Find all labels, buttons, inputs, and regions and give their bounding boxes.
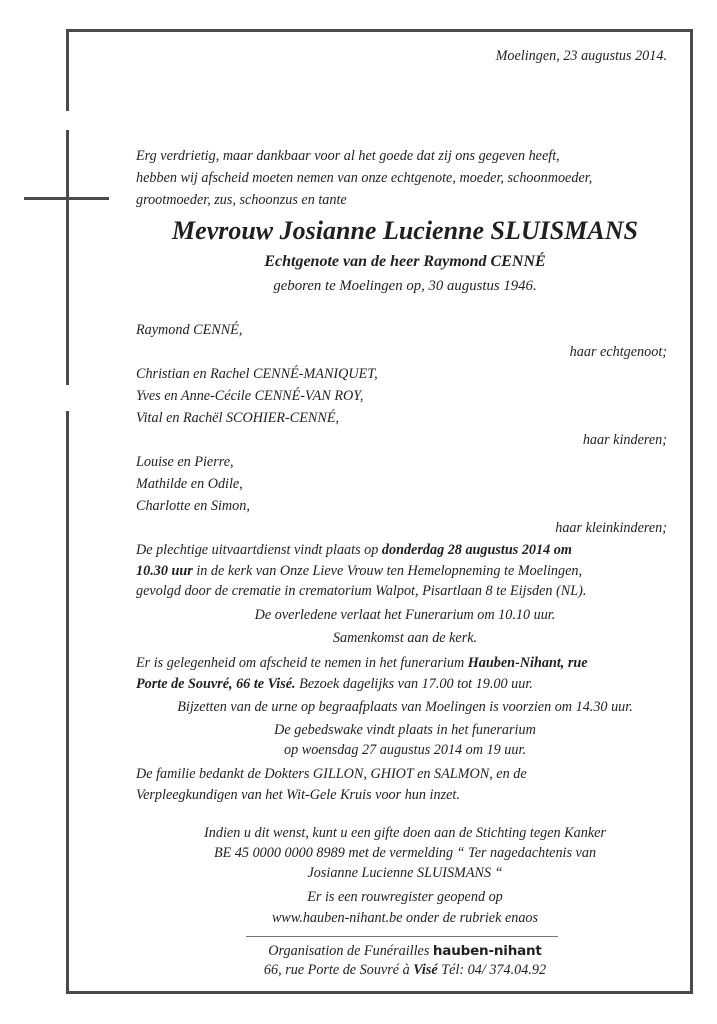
footer-address: [80, 961, 717, 979]
place-date: Moelingen, 23 augustus 2014.: [495, 48, 667, 64]
hauben-nihant-logo: hauben-nihant: [432, 943, 542, 959]
service-date: donderdag 28 augustus 2014 om: [381, 542, 572, 558]
donation-line: Indien u dit wenst, kunt u een gifte doen aan de Stichting tegen Kanker: [204, 825, 606, 841]
visit-line: [136, 675, 533, 693]
child-line: Christian en Rachel CENNÉ-MANIQUET,: [136, 366, 378, 382]
service-line: [136, 541, 572, 559]
wake-line: De gebedswake vindt plaats in het funerarium: [274, 722, 536, 738]
thanks-line: Verpleegkundigen van het Wit-Gele Kruis voor hun inzet.: [136, 787, 460, 803]
grandchild-line: Louise en Pierre,: [136, 454, 234, 470]
grandchildren-label: haar kleinkinderen;: [555, 520, 667, 536]
register-line: Er is een rouwregister geopend op: [307, 889, 503, 905]
leave-line: De overledene verlaat het Funerarium om 10.10 uur.: [254, 607, 556, 623]
intro-line: grootmoeder, zus, schoonzus en tante: [136, 192, 347, 208]
address-city: Visé: [413, 962, 438, 978]
child-line: Yves en Anne-Cécile CENNÉ-VAN ROY,: [136, 388, 364, 404]
cross-horizontal: [24, 197, 109, 200]
spouse-line: Echtgenote van de heer Raymond CENNÉ: [264, 253, 546, 270]
wake-line: op woensdag 27 augustus 2014 om 19 uur.: [284, 742, 526, 758]
funeral-home-name: Hauben-Nihant, rue: [467, 655, 588, 671]
spouse-name: Raymond CENNÉ,: [136, 322, 243, 338]
visit-line: [136, 654, 588, 672]
intro-line: hebben wij afscheid moeten nemen van onze echtgenote, moeder, schoonmoeder,: [136, 170, 593, 186]
donation-line: BE 45 0000 0000 8989 met de vermelding “ Ter nagedachtenis van: [213, 845, 597, 861]
donation-line: Josianne Lucienne SLUISMANS “: [307, 865, 503, 881]
footer-divider: [246, 936, 558, 937]
register-link[interactable]: www.hauben-nihant.be onder de rubriek enaos: [271, 910, 539, 926]
child-line: Vital en Rachël SCOHIER-CENNÉ,: [136, 410, 340, 426]
frame-bottom: [66, 991, 693, 994]
grandchild-line: Charlotte en Simon,: [136, 498, 250, 514]
service-line: gevolgd door de crematie in crematorium Walpot, Pisartlaan 8 te Eijsden (NL).: [136, 583, 587, 599]
frame-top: [66, 29, 693, 32]
children-label: haar kinderen;: [582, 432, 667, 448]
cross-vertical: [66, 130, 69, 385]
visit-text: Er is gelegenheid om afscheid te nemen in het funerarium: [136, 655, 468, 671]
footer-org-text: Organisation de Funérailles: [268, 943, 433, 959]
service-time: 10.30 uur: [136, 563, 193, 579]
visit-hours: Bezoek dagelijks van 17.00 tot 19.00 uur.: [295, 676, 533, 692]
grandchild-line: Mathilde en Odile,: [136, 476, 243, 492]
intro-line: Erg verdrietig, maar dankbaar voor al het goede dat zij ons gegeven heeft,: [136, 148, 560, 164]
footer-org: [80, 942, 717, 960]
address-phone: Tél: 04/ 374.04.92: [437, 962, 547, 978]
funeral-home-address: Porte de Souvré, 66 te Visé.: [136, 676, 296, 692]
frame-left: [66, 29, 69, 111]
deceased-name: Mevrouw Josianne Lucienne SLUISMANS: [172, 216, 638, 245]
frame-left: [66, 411, 69, 994]
gathering-line: Samenkomst aan de kerk.: [332, 630, 478, 646]
born-line: geboren te Moelingen op, 30 augustus 1946.: [273, 278, 537, 294]
service-line: [136, 562, 582, 580]
thanks-line: De familie bedankt de Dokters GILLON, GHIOT en SALMON, en de: [136, 766, 527, 782]
address-text: 66, rue Porte de Souvré à: [263, 962, 414, 978]
urn-line: Bijzetten van de urne op begraafplaats van Moelingen is voorzien om 14.30 uur.: [177, 699, 633, 715]
spouse-label: haar echtgenoot;: [569, 344, 667, 360]
service-text: in de kerk van Onze Lieve Vrouw ten Hemelopneming te Moelingen,: [192, 563, 583, 579]
service-text: De plechtige uitvaartdienst vindt plaats op: [136, 542, 382, 558]
